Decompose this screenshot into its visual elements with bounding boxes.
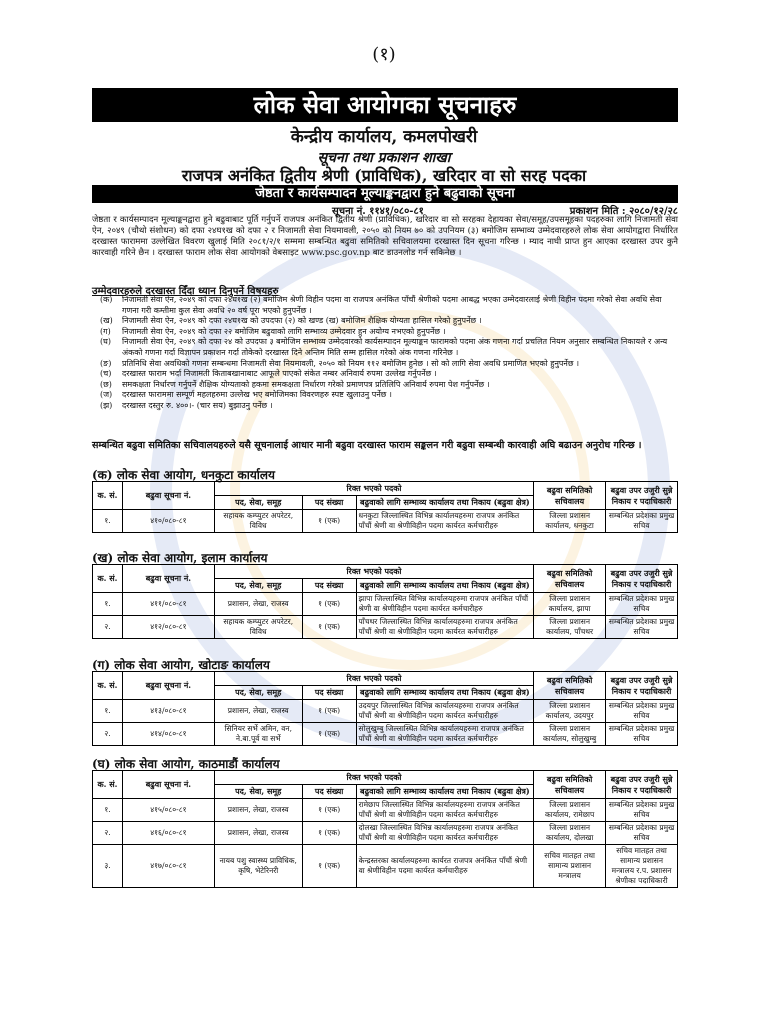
cell-count: १ (एक) xyxy=(302,799,356,822)
header-notice-no: बढुवा सूचना नं. xyxy=(122,565,214,593)
instruction-key: (च) xyxy=(100,369,112,379)
instruction-key: (छ) xyxy=(100,379,112,389)
cell-notice-no: ४१३/०८०-८१ xyxy=(122,700,214,723)
instruction-item xyxy=(100,295,678,316)
header-count: पद संख्या xyxy=(302,579,356,593)
instruction-item xyxy=(100,359,678,370)
instruction-text: निजामती सेवा ऐन, २०४९ को दफा २४घ१ख (२) बमोजिम श्रेणी विहीन पदमा वा राजपत्र अनंकित पाँचौं श्रेणीको पदमा आबद्ध भएका उम्मेदवारलाई श्रेणी विहीन पदमा गरेको सेवा अवधि सेवा गणना गरी कम्तीमा कुल सेवा अवधि २० वर्ष पूरा भएको हुनुपर्नेछ । xyxy=(122,295,662,315)
header-count: पद संख्या xyxy=(302,785,356,799)
cell-secretariat: जिल्ला प्रशासन कार्यालय, धनकुटा xyxy=(534,510,606,533)
header-post: पद, सेवा, समूह xyxy=(214,686,302,700)
cell-authority: सम्बन्धित प्रदेशका प्रमुख सचिव xyxy=(606,822,678,845)
header-desc: बढुवाको लागि सम्भाव्य कार्यालय तथा निकाय (बढुवा क्षेत्र) xyxy=(356,579,534,593)
header-secretariat: बढुवा समितिको सचिवालय xyxy=(534,565,606,593)
publish-date: प्रकाशन मिति : २०८०/१२/२८ xyxy=(569,206,678,217)
instruction-text: दरखास्त फाराममा सम्पूर्ण महलहरुमा उल्लेख भए बमोजिमका विवरणहरु स्पष्ट खुलाउनु पर्नेछ । xyxy=(122,390,392,400)
cell-desc: केन्द्रस्तरका कार्यालयहरुमा कार्यरत राजपत्र अनंकित पाँचौं श्रेणी वा श्रेणीविहीन पदमा कार्यरत कर्मचारीहरु xyxy=(356,845,534,888)
header-sn: क. सं. xyxy=(93,565,123,593)
cell-sn: २. xyxy=(93,723,123,746)
header-desc: बढुवाको लागि सम्भाव्य कार्यालय तथा निकाय (बढुवा क्षेत्र) xyxy=(356,496,534,510)
header-secretariat: बढुवा समितिको सचिवालय xyxy=(534,672,606,700)
cell-desc: धनकुटा जिल्लास्थित विभिन्न कार्यालयहरुमा राजपत्र अनंकित पाँचौं श्रेणी वा श्रेणीविहीन पदमा कार्यरत कर्मचारीहरु xyxy=(356,510,534,533)
table-row xyxy=(93,845,678,888)
cell-authority: सचिव मातहत तथा सामान्य प्रशासन मन्त्रालय र.प. प्रशासन श्रेणीका पदाधिकारी xyxy=(606,845,678,888)
header-authority: बढुवा उपर उजुरी सुन्ने निकाय र पदाधिकारी xyxy=(606,672,678,700)
cell-authority: सम्बन्धित प्रदेशका प्रमुख सचिव xyxy=(606,593,678,616)
cell-count: १ (एक) xyxy=(302,845,356,888)
cell-notice-no: ४१६/०८०-८१ xyxy=(122,822,214,845)
cell-sn: ३. xyxy=(93,845,123,888)
cell-sn: १. xyxy=(93,799,123,822)
instruction-key: (ख) xyxy=(100,316,113,326)
cell-secretariat: सचिव मातहत तथा सामान्य प्रशासन मन्त्रालय xyxy=(534,845,606,888)
notice-title: जेष्ठता र कार्यसम्पादन मूल्याङ्कनद्वारा हुने बढुवाको सूचना xyxy=(92,185,678,203)
cell-notice-no: ४१४/०८०-८१ xyxy=(122,723,214,746)
cell-sn: १. xyxy=(93,593,123,616)
instructions-list xyxy=(100,295,678,412)
instruction-key: (घ) xyxy=(100,337,111,347)
cell-count: १ (एक) xyxy=(302,510,356,533)
table-row xyxy=(93,616,678,639)
cell-post: प्रशासन, लेखा, राजस्व xyxy=(214,700,302,723)
cell-secretariat: जिल्ला प्रशासन कार्यालय, दोलखा xyxy=(534,822,606,845)
header-authority: बढुवा उपर उजुरी सुन्ने निकाय र पदाधिकारी xyxy=(606,482,678,510)
office-title: (घ) लोक सेवा आयोग, काठमाडौं कार्यालय xyxy=(92,757,280,771)
cell-notice-no: ४११/०८०-८१ xyxy=(122,593,214,616)
office-table xyxy=(92,671,678,746)
header-vacant: रिक्त भएको पदको xyxy=(214,565,533,579)
header-authority: बढुवा उपर उजुरी सुन्ने निकाय र पदाधिकारी xyxy=(606,565,678,593)
office-line: केन्द्रीय कार्यालय, कमलपोखरी xyxy=(290,127,478,147)
instruction-key: (झ) xyxy=(100,400,113,410)
cell-count: १ (एक) xyxy=(302,593,356,616)
instructions-title: उम्मेदवारहरुले दरखास्त दिँदा ध्यान दिनुपर्ने विषयहरु xyxy=(92,286,279,297)
instruction-text: निजामती सेवा ऐन, २०४९ को दफा २४घ१ख को उपदफा (२) को खण्ड (ख) बमोजिम शैक्षिक योग्यता हासिल गरेको हुनुपर्नेछ । xyxy=(122,316,482,326)
header-post: पद, सेवा, समूह xyxy=(214,785,302,799)
office-title: (ख) लोक सेवा आयोग, इलाम कार्यालय xyxy=(92,551,268,565)
cell-count: १ (एक) xyxy=(302,616,356,639)
office-table xyxy=(92,564,678,639)
table-row xyxy=(93,510,678,533)
closing-text: सम्बन्धित बढुवा समितिका सचिवालयहरुले यसै सूचनालाई आधार मानी बढुवा दरखास्त फाराम सङ्कलन गरी बढुवा सम्बन्धी कारवाही अघि बढाउन अनुरोध गरिन्छ । xyxy=(92,440,642,451)
cell-secretariat: जिल्ला प्रशासन कार्यालय, रामेछाप xyxy=(534,799,606,822)
instruction-item xyxy=(100,337,678,358)
instruction-key: (ज) xyxy=(100,390,113,400)
cell-authority: सम्बन्धित प्रदेशका प्रमुख सचिव xyxy=(606,616,678,639)
header-secretariat: बढुवा समितिको सचिवालय xyxy=(534,771,606,799)
cell-authority: सम्बन्धित प्रदेशका प्रमुख सचिव xyxy=(606,510,678,533)
header-sn: क. सं. xyxy=(93,482,123,510)
cell-notice-no: ४१५/०८०-८१ xyxy=(122,799,214,822)
cell-post: नायब पशु स्वास्थ्य प्राविधिक, कृषि, भेटेरिनरी xyxy=(214,845,302,888)
instruction-item xyxy=(100,316,678,327)
branch-line: सूचना तथा प्रकाशन शाखा xyxy=(317,150,451,166)
header-sn: क. सं. xyxy=(93,771,123,799)
instruction-item xyxy=(100,369,678,380)
cell-sn: २. xyxy=(93,822,123,845)
cell-post: प्रशासन, लेखा, राजस्व xyxy=(214,822,302,845)
office-table xyxy=(92,770,678,888)
header-count: पद संख्या xyxy=(302,686,356,700)
instruction-key: (ग) xyxy=(100,326,111,336)
cell-sn: २. xyxy=(93,616,123,639)
cell-post: सिनियर सर्भे अमिन, वन, ने.बा.पूर्व वा सर्भे xyxy=(214,723,302,746)
cell-secretariat: जिल्ला प्रशासन कार्यालय, उदयपुर xyxy=(534,700,606,723)
table-row xyxy=(93,700,678,723)
cell-authority: सम्बन्धित प्रदेशका प्रमुख सचिव xyxy=(606,799,678,822)
office-title: (ग) लोक सेवा आयोग, खोटाङ कार्यालय xyxy=(92,658,270,672)
header-desc: बढुवाको लागि सम्भाव्य कार्यालय तथा निकाय (बढुवा क्षेत्र) xyxy=(356,785,534,799)
page-number: (१) xyxy=(372,44,396,65)
instruction-text: दरखास्त फाराम भर्दा निजामती किताबखानाबाट आफूले पाएको संकेत नम्बर अनिवार्य रुपमा उल्लेख गर्नुपर्नेछ । xyxy=(122,369,437,379)
cell-count: १ (एक) xyxy=(302,822,356,845)
office-table xyxy=(92,481,678,533)
header-post: पद, सेवा, समूह xyxy=(214,579,302,593)
header-secretariat: बढुवा समितिको सचिवालय xyxy=(534,482,606,510)
header-vacant: रिक्त भएको पदको xyxy=(214,771,533,785)
instruction-key: (क) xyxy=(100,295,113,304)
cell-notice-no: ४१७/०८०-८१ xyxy=(122,845,214,888)
cell-authority: सम्बन्धित प्रदेशका प्रमुख सचिव xyxy=(606,700,678,723)
post-line: राजपत्र अनंकित द्वितीय श्रेणी (प्राविधिक), खरिदार वा सो सरह पदका xyxy=(181,166,587,185)
cell-secretariat: जिल्ला प्रशासन कार्यालय, झापा xyxy=(534,593,606,616)
header-post: पद, सेवा, समूह xyxy=(214,496,302,510)
cell-notice-no: ४१०/०८०-८१ xyxy=(122,510,214,533)
cell-count: १ (एक) xyxy=(302,723,356,746)
cell-authority: सम्बन्धित प्रदेशका प्रमुख सचिव xyxy=(606,723,678,746)
cell-notice-no: ४१२/०८०-८१ xyxy=(122,616,214,639)
header-notice-no: बढुवा सूचना नं. xyxy=(122,672,214,700)
instruction-text: दरखास्त दस्तुर रु. ४००।- (चार सय) बुझाउनु पर्नेछ । xyxy=(122,400,273,410)
header-desc: बढुवाको लागि सम्भाव्य कार्यालय तथा निकाय (बढुवा क्षेत्र) xyxy=(356,686,534,700)
cell-post: प्रशासन, लेखा, राजस्व xyxy=(214,593,302,616)
instruction-item xyxy=(100,327,678,338)
header-notice-no: बढुवा सूचना नं. xyxy=(122,771,214,799)
cell-secretariat: जिल्ला प्रशासन कार्यालय, पाँचथर xyxy=(534,616,606,639)
table-row xyxy=(93,822,678,845)
cell-desc: दोलखा जिल्लास्थित विभिन्न कार्यालयहरुमा राजपत्र अनंकित पाँचौं श्रेणी वा श्रेणीविहीन पदमा कार्यरत कर्मचारीहरु xyxy=(356,822,534,845)
instruction-key: (ङ) xyxy=(100,358,112,368)
header-sn: क. सं. xyxy=(93,672,123,700)
table-row xyxy=(93,593,678,616)
cell-post: सहायक कम्प्युटर अपरेटर, विविध xyxy=(214,510,302,533)
instruction-item xyxy=(100,401,678,412)
cell-post: सहायक कम्प्युटर अपरेटर, विविध xyxy=(214,616,302,639)
notice-number: सूचना नं. ११४१/०८०-८१ xyxy=(332,206,424,217)
office-title: (क) लोक सेवा आयोग, धनकुटा कार्यालय xyxy=(92,468,275,482)
cell-desc: उदयपुर जिल्लास्थित विभिन्न कार्यालयहरुमा राजपत्र अनंकित पाँचौं श्रेणी वा श्रेणीविहीन पदमा कार्यरत कर्मचारीहरु xyxy=(356,700,534,723)
intro-paragraph: जेष्ठता र कार्यसम्पादन मूल्याङ्कनद्वारा हुने बढुवाबाट पूर्ति गर्नुपर्ने राजपत्र अनंकित द्वितीय श्रेणी (प्राविधिक), खरिदार वा सो सरहका देहायका सेवा/समूह/उपसमूहका पदहरुका लागि निजामती सेवा ऐन, २०४९ (चौथो संशोधन) को दफा २४घ१ख को दफा २ र निजामती सेवा नियमावली, २०५० को नियम ७० को उपनियम (३) बमोजिम सम्भाव्य उम्मेदवारहरुले लोक सेवा आयोगद्वारा निर्धारित दरखास्त फाराममा उल्लेखित विवरण खुलाई मिति २०८१/२/१ सम्ममा सम्बन्धित बढुवा समितिको सचिवालयमा दरखास्त दिन सूचना गरिन्छ । म्याद नाघी प्राप्त हुन आएका दरखास्त उपर कुनै कारवाही गरिने छैन । दरखास्त फाराम लोक सेवा आयोगको वेबसाइट www.psc.gov.np बाट डाउनलोड गर्न सकिनेछ । xyxy=(92,215,678,258)
header-authority: बढुवा उपर उजुरी सुन्ने निकाय र पदाधिकारी xyxy=(606,771,678,799)
table-row xyxy=(93,799,678,822)
cell-sn: १. xyxy=(93,700,123,723)
instruction-item xyxy=(100,390,678,401)
table-row xyxy=(93,723,678,746)
banner-title: लोक सेवा आयोगका सूचनाहरु xyxy=(92,88,678,122)
cell-secretariat: जिल्ला प्रशासन कार्यालय, सोलुखुम्बु xyxy=(534,723,606,746)
cell-desc: पाँचथर जिल्लास्थित विभिन्न कार्यालयहरुमा राजपत्र अनंकित पाँचौं श्रेणी वा श्रेणीविहीन पदमा कार्यरत कर्मचारीहरु xyxy=(356,616,534,639)
instruction-text: निजामती सेवा ऐन, २०४९ को दफा २४ को उपदफा ३ बमोजिम सम्भाव्य उम्मेदवारको कार्यसम्पादन मूल्याङ्कन फारामको पदमा अंक गणना गर्दा प्रचलित नियम अनुसार सम्बन्धित निकायले र अन्य अंकको गणना गर्दा विज्ञापन प्रकाशन गर्दा तोकेको दरखास्त दिने अन्तिम मिति सम्म हासिल गरेको अंक गणना गरिनेछ । xyxy=(122,337,668,357)
instruction-text: समकक्षता निर्धारण गर्नुपर्ने शैक्षिक योग्यताको हकमा समकक्षता निर्धारण गरेको प्रमाणपत्र प्रतिलिपि अनिवार्य रुपमा पेश गर्नुपर्नेछ । xyxy=(122,379,490,389)
instruction-text: निजामती सेवा ऐन, २०४९ को दफा २२ बमोजिम बढुवाको लागि सम्भाव्य उम्मेदवार हुन अयोग्य नभएको हुनुपर्नेछ । xyxy=(122,326,446,336)
header-notice-no: बढुवा सूचना नं. xyxy=(122,482,214,510)
cell-sn: १. xyxy=(93,510,123,533)
instruction-item xyxy=(100,380,678,391)
instruction-text: प्रतिनिधि सेवा अवधिको गणना सम्बन्धमा निजामती सेवा नियमावली, २०५० को नियम ११२ बमोजिम हुनेछ । सो को लागि सेवा अवधि प्रमाणित भएको हुनुपर्नेछ । xyxy=(122,358,580,368)
cell-desc: झापा जिल्लास्थित विभिन्न कार्यालयहरुमा राजपत्र अनंकित पाँचौं श्रेणी वा श्रेणीविहीन पदमा कार्यरत कर्मचारीहरु xyxy=(356,593,534,616)
header-vacant: रिक्त भएको पदको xyxy=(214,482,533,496)
cell-desc: रामेछाप जिल्लास्थित विभिन्न कार्यालयहरुमा राजपत्र अनंकित पाँचौं श्रेणी वा श्रेणीविहीन पदमा कार्यरत कर्मचारीहरु xyxy=(356,799,534,822)
cell-count: १ (एक) xyxy=(302,700,356,723)
header-count: पद संख्या xyxy=(302,496,356,510)
cell-post: प्रशासन, लेखा, राजस्व xyxy=(214,799,302,822)
cell-desc: सोलुखुम्बु जिल्लास्थित विभिन्न कार्यालयहरुमा राजपत्र अनंकित पाँचौं श्रेणी वा श्रेणीविहीन पदमा कार्यरत कर्मचारीहरु xyxy=(356,723,534,746)
header-vacant: रिक्त भएको पदको xyxy=(214,672,533,686)
